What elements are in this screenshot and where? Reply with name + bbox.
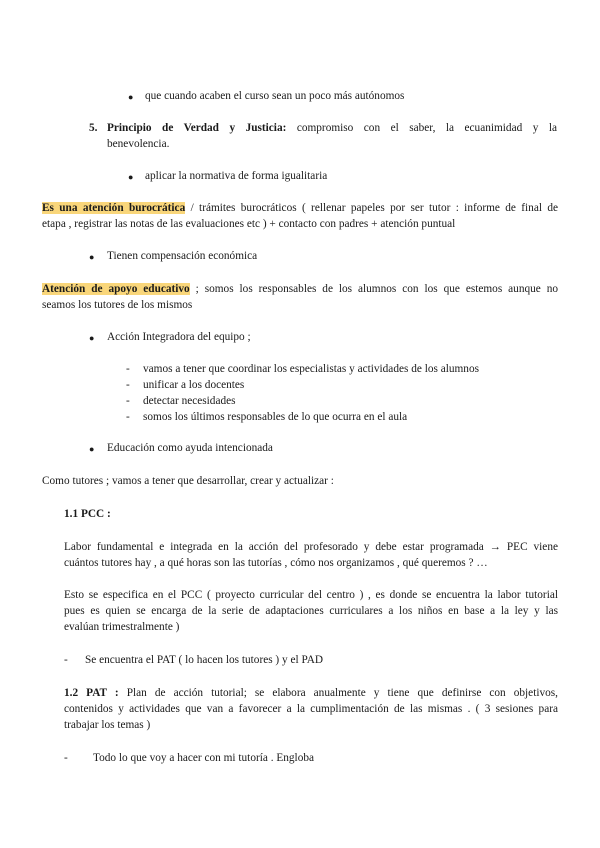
heading-1-2: 1.2 PAT : [64,687,119,699]
dash-item: unificar a los docentes [143,379,245,391]
dash-marker: - [64,654,68,666]
bullet-dot: ● [89,333,95,343]
pat-line1: 1.2 PAT : Plan de acción tutorial; se elabora anualmente y tiene que definirse con objetivos, [64,687,558,699]
pat-line3: trabajar los temas ) [64,719,151,731]
principle-5-cont: benevolencia. [107,138,170,150]
dash-marker: - [126,395,130,407]
tutores-paragraph: Como tutores ; vamos a tener que desarrollar, crear y actualizar : [42,475,334,487]
burocratica-line2: etapa , registrar las notas de las evaluaciones etc ) + contacto con padres + atención puntual [42,218,456,230]
apoyo-line2: seamos los tutores de los mismos [42,299,193,311]
dash-item: somos los últimos responsables de lo que ocurra en el aula [143,411,408,423]
labor-line2: cuántos tutores hay , a qué horas son las tutorías , cómo nos organizamos , qué queremos ? … [64,557,488,569]
pat-line2: contenidos y actividades que van a favorecer a la cumplimentación de las mismas . ( 3 sesiones para [64,703,558,715]
labor-line1: Labor fundamental e integrada en la acción del profesorado y debe estar programada → PEC viene [64,541,558,553]
bullet-dot: ● [128,92,134,102]
esto-line2: pues es quien se encarga de la serie de adaptaciones curriculares a los niños en base a la ley y las [64,605,558,617]
highlight-burocratica: Es una atención burocrática [42,202,186,214]
highlight-apoyo: Atención de apoyo educativo [42,283,190,295]
dash-marker: - [64,752,68,764]
bullet-dot: ● [89,444,95,454]
dash-item: detectar necesidades [143,395,236,407]
bullet-text: Educación como ayuda intencionada [107,442,273,454]
bullet-dot: ● [128,172,134,182]
bullet-text: aplicar la normativa de forma igualitaria [145,170,328,182]
bullet-text: Acción Integradora del equipo ; [107,331,251,343]
apoyo-line1: Atención de apoyo educativo ; somos los responsables de los alumnos con los que estemos aunque no [42,283,559,295]
burocratica-line1: Es una atención burocrática / trámites burocráticos ( rellenar papeles por ser tutor : informe de final de [42,202,558,214]
list-number: 5. [89,122,98,134]
dash-item: vamos a tener que coordinar los especialistas y actividades de los alumnos [143,363,479,375]
bullet-text: Tienen compensación económica [107,250,258,262]
dash-marker: - [126,379,130,391]
bullet-dot: ● [89,252,95,262]
dash-marker: - [126,363,130,375]
dash-item: Se encuentra el PAT ( lo hacen los tutores ) y el PAD [85,654,324,666]
esto-line1: Esto se especifica en el PCC ( proyecto curricular del centro ) , es donde se encuentra la labor tutorial [64,589,558,601]
principle-5: Principio de Verdad y Justicia: compromiso con el saber, la ecuanimidad y la [107,122,557,134]
dash-marker: - [126,411,130,423]
dash-item: Todo lo que voy a hacer con mi tutoría . Engloba [93,752,315,764]
esto-line3: evalúan trimestralmente ) [64,621,180,633]
heading-1-1: 1.1 PCC : [64,508,111,520]
principle-5-title: Principio de Verdad y Justicia: [107,122,287,134]
bullet-text: que cuando acaben el curso sean un poco más autónomos [145,90,405,102]
